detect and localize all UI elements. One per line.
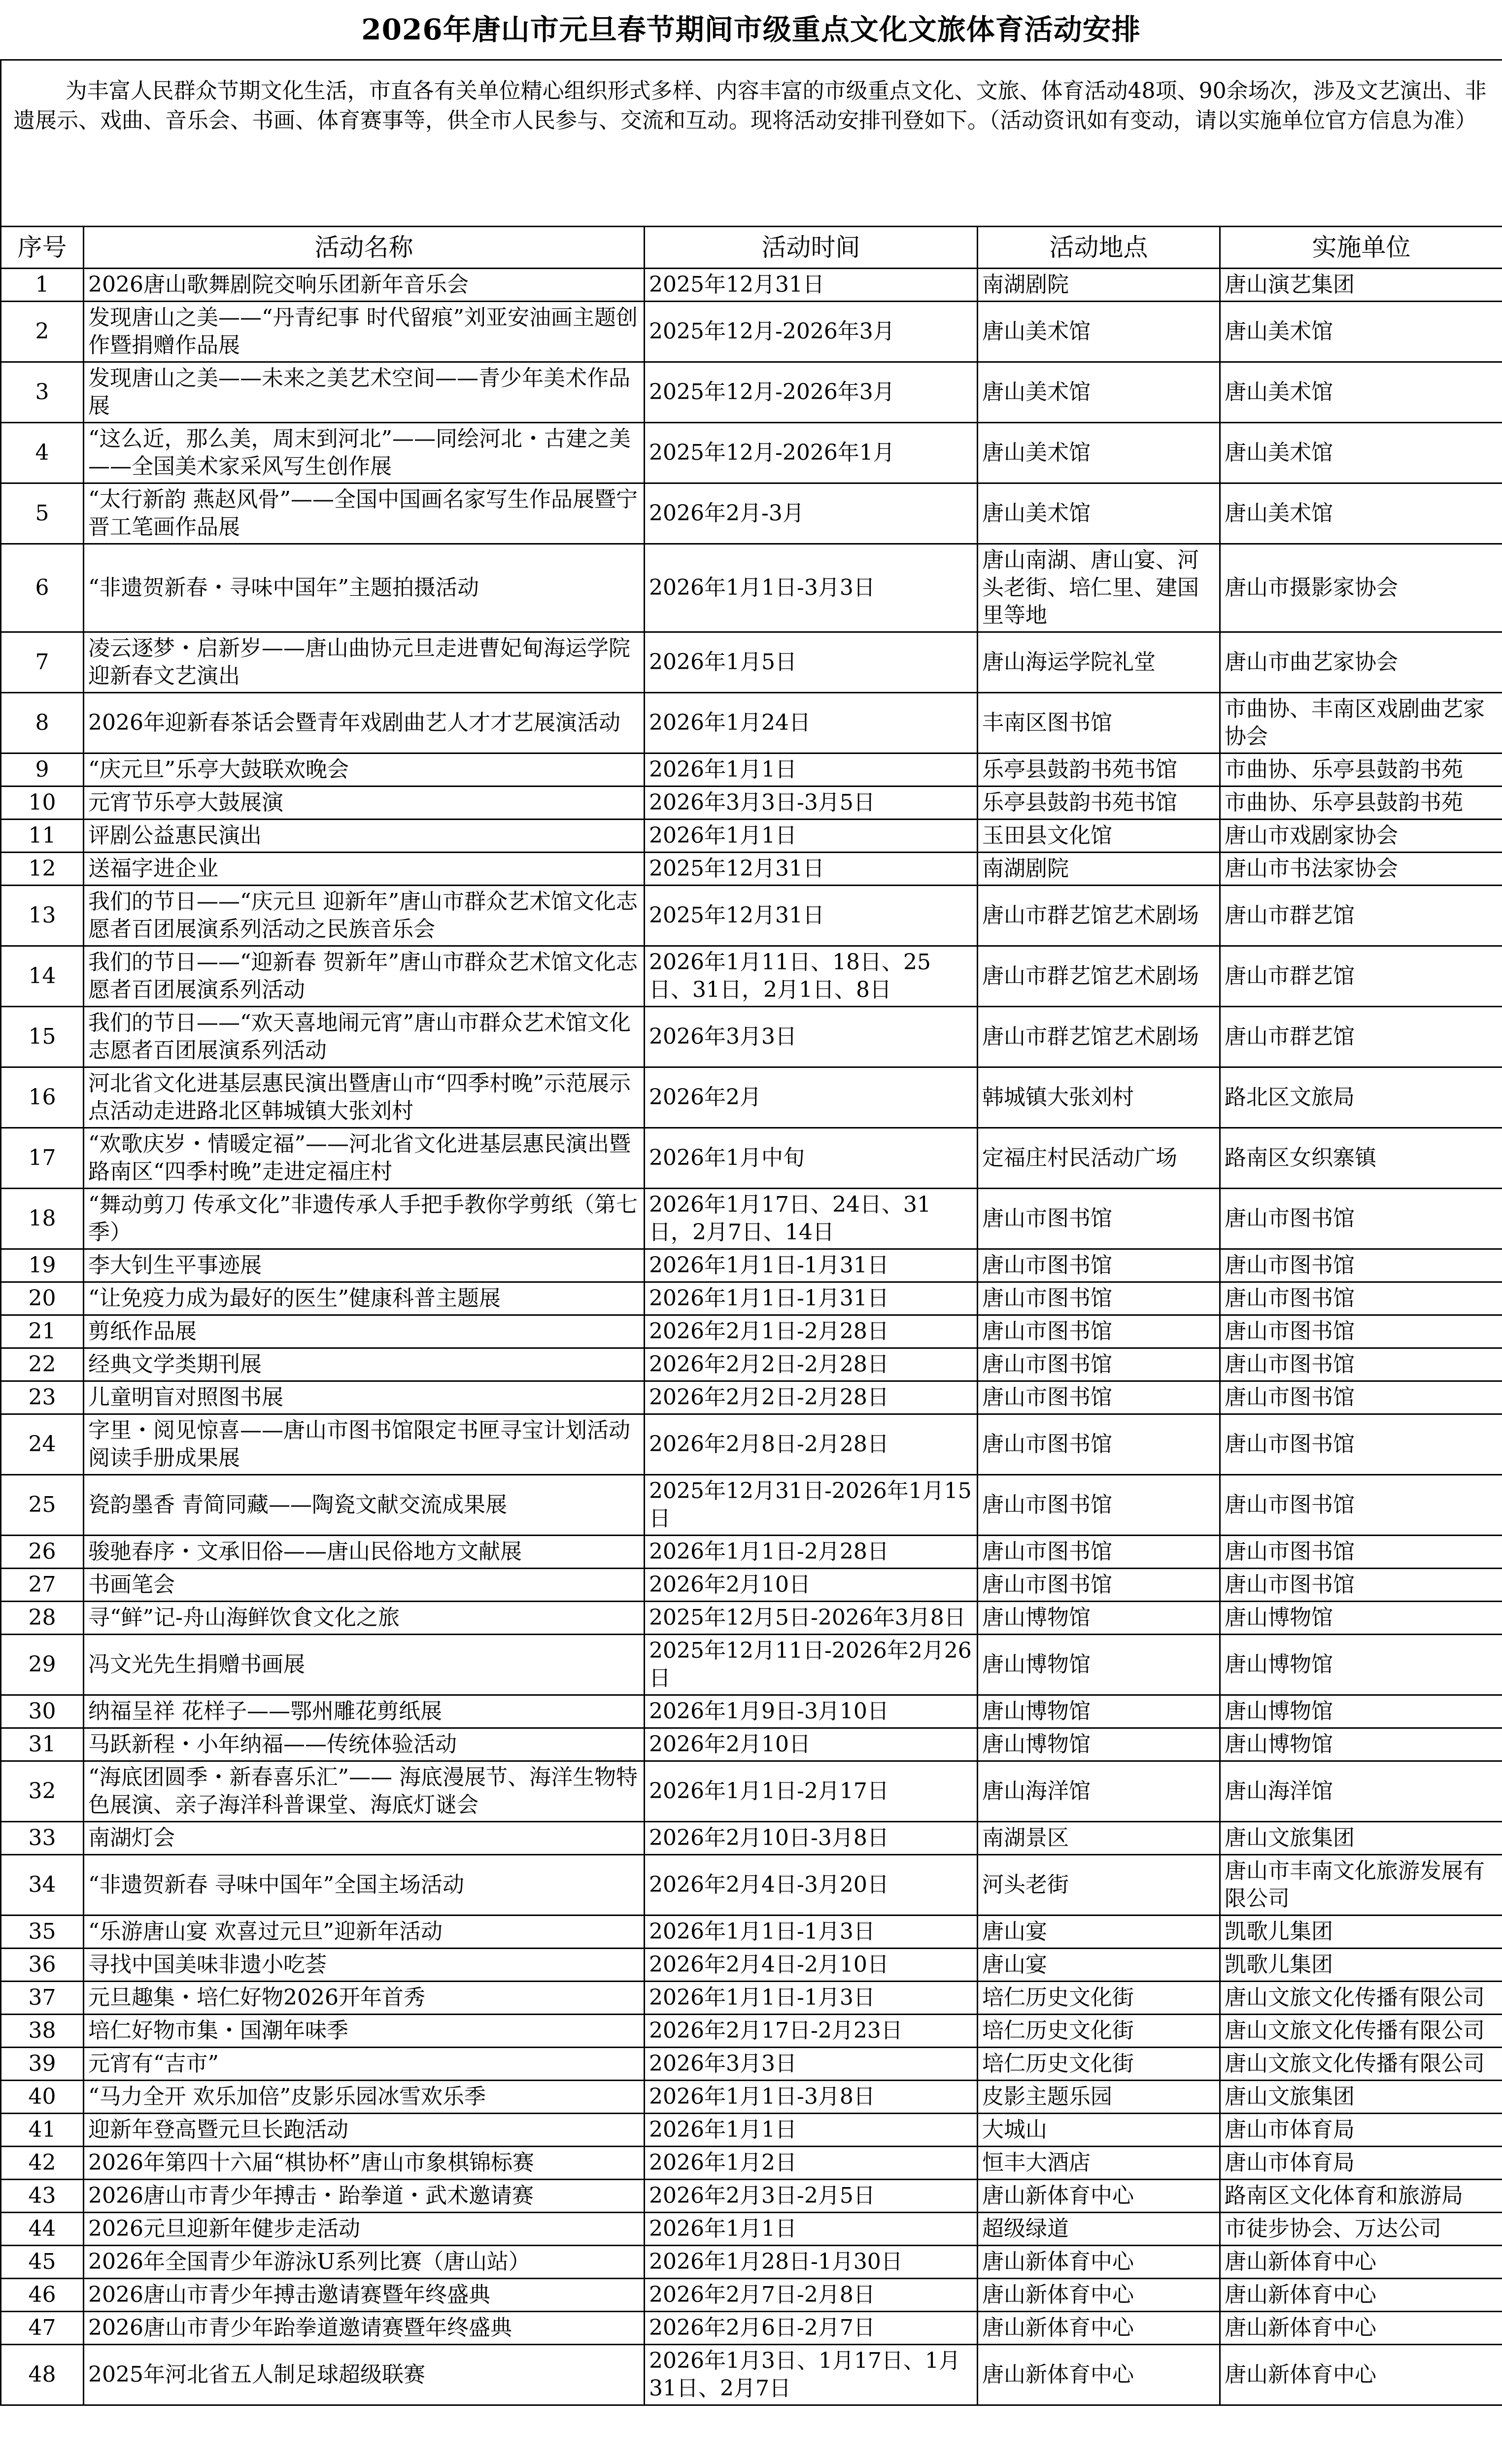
cell-org: 唐山美术馆 bbox=[1220, 362, 1502, 423]
table-row bbox=[1, 1635, 1502, 1695]
cell-name: 2026唐山歌舞剧院交响乐团新年音乐会 bbox=[84, 269, 645, 302]
cell-no: 25 bbox=[1, 1475, 84, 1536]
cell-name: 我们的节日——“庆元旦 迎新年”唐山市群众艺术馆文化志愿者百团展演系列活动之民族音乐会 bbox=[84, 886, 645, 946]
cell-name: 2025年河北省五人制足球超级联赛 bbox=[84, 2345, 645, 2405]
cell-org: 唐山市图书馆 bbox=[1220, 1475, 1502, 1536]
table-row bbox=[1, 1949, 1502, 1982]
cell-place: 恒丰大酒店 bbox=[978, 2147, 1220, 2180]
cell-place: 唐山海运学院礼堂 bbox=[978, 632, 1220, 693]
table-row bbox=[1, 2114, 1502, 2147]
cell-org: 唐山市体育局 bbox=[1220, 2147, 1502, 2180]
cell-place: 河头老街 bbox=[978, 1855, 1220, 1916]
cell-place: 唐山新体育中心 bbox=[978, 2345, 1220, 2405]
cell-name: 我们的节日——“迎新春 贺新年”唐山市群众艺术馆文化志愿者百团展演系列活动 bbox=[84, 946, 645, 1007]
cell-org: 唐山海洋馆 bbox=[1220, 1761, 1502, 1822]
cell-time: 2026年1月2日 bbox=[645, 2147, 978, 2180]
cell-place: 唐山宴 bbox=[978, 1949, 1220, 1982]
cell-place: 唐山市图书馆 bbox=[978, 1315, 1220, 1348]
cell-time: 2026年1月17日、24日、31日，2月7日、14日 bbox=[645, 1189, 978, 1249]
cell-org: 唐山市图书馆 bbox=[1220, 1348, 1502, 1381]
table-row bbox=[1, 632, 1502, 693]
cell-org: 唐山演艺集团 bbox=[1220, 269, 1502, 302]
cell-no: 9 bbox=[1, 753, 84, 787]
cell-time: 2026年1月1日-1月31日 bbox=[645, 1249, 978, 1282]
cell-name: 我们的节日——“欢天喜地闹元宵”唐山市群众艺术馆文化志愿者百团展演系列活动 bbox=[84, 1007, 645, 1067]
cell-place: 唐山美术馆 bbox=[978, 483, 1220, 544]
cell-org: 唐山市图书馆 bbox=[1220, 1381, 1502, 1414]
cell-name: 南湖灯会 bbox=[84, 1822, 645, 1855]
cell-org: 市曲协、乐亭县鼓韵书苑 bbox=[1220, 787, 1502, 820]
table-row bbox=[1, 362, 1502, 423]
cell-no: 28 bbox=[1, 1602, 84, 1635]
cell-no: 47 bbox=[1, 2312, 84, 2345]
cell-name: 2026年全国青少年游泳U系列比赛（唐山站） bbox=[84, 2246, 645, 2279]
cell-place: 唐山市图书馆 bbox=[978, 1189, 1220, 1249]
table-row bbox=[1, 1249, 1502, 1282]
cell-org: 唐山市群艺馆 bbox=[1220, 1007, 1502, 1067]
cell-place: 唐山市图书馆 bbox=[978, 1475, 1220, 1536]
cell-name: 经典文学类期刊展 bbox=[84, 1348, 645, 1381]
cell-org: 路南区文化体育和旅游局 bbox=[1220, 2180, 1502, 2213]
cell-no: 33 bbox=[1, 1822, 84, 1855]
cell-org: 唐山美术馆 bbox=[1220, 483, 1502, 544]
table-row bbox=[1, 2081, 1502, 2114]
cell-org: 唐山市图书馆 bbox=[1220, 1315, 1502, 1348]
document-title: 2026年唐山市元旦春节期间市级重点文化文旅体育活动安排 bbox=[361, 13, 1141, 46]
cell-time: 2026年1月1日-2月17日 bbox=[645, 1761, 978, 1822]
cell-time: 2026年2月17日-2月23日 bbox=[645, 2015, 978, 2048]
cell-time: 2026年1月1日 bbox=[645, 753, 978, 787]
cell-place: 皮影主题乐园 bbox=[978, 2081, 1220, 2114]
table-row bbox=[1, 693, 1502, 753]
cell-no: 20 bbox=[1, 1282, 84, 1315]
table-row bbox=[1, 483, 1502, 544]
cell-place: 唐山美术馆 bbox=[978, 423, 1220, 483]
cell-name: 元宵节乐亭大鼓展演 bbox=[84, 787, 645, 820]
header-place: 活动地点 bbox=[978, 227, 1220, 269]
cell-time: 2026年1月1日-2月28日 bbox=[645, 1536, 978, 1569]
cell-place: 唐山新体育中心 bbox=[978, 2246, 1220, 2279]
cell-time: 2026年2月10日-3月8日 bbox=[645, 1822, 978, 1855]
cell-no: 29 bbox=[1, 1635, 84, 1695]
table-row bbox=[1, 886, 1502, 946]
table-row bbox=[1, 544, 1502, 632]
cell-name: 发现唐山之美——“丹青纪事 时代留痕”刘亚安油画主题创作暨捐赠作品展 bbox=[84, 302, 645, 362]
cell-time: 2026年3月3日-3月5日 bbox=[645, 787, 978, 820]
cell-no: 36 bbox=[1, 1949, 84, 1982]
cell-org: 唐山文旅文化传播有限公司 bbox=[1220, 1982, 1502, 2015]
cell-place: 唐山市群艺馆艺术剧场 bbox=[978, 886, 1220, 946]
table-row bbox=[1, 1067, 1502, 1128]
cell-no: 35 bbox=[1, 1916, 84, 1949]
cell-no: 38 bbox=[1, 2015, 84, 2048]
cell-place: 唐山市图书馆 bbox=[978, 1536, 1220, 1569]
table-row bbox=[1, 946, 1502, 1007]
cell-no: 16 bbox=[1, 1067, 84, 1128]
cell-org: 唐山市戏剧家协会 bbox=[1220, 820, 1502, 853]
cell-time: 2026年3月3日 bbox=[645, 2048, 978, 2081]
cell-time: 2026年2月6日-2月7日 bbox=[645, 2312, 978, 2345]
cell-time: 2025年12月-2026年3月 bbox=[645, 302, 978, 362]
activity-table bbox=[0, 59, 1502, 2406]
cell-name: 寻“鲜”记-舟山海鲜饮食文化之旅 bbox=[84, 1602, 645, 1635]
table-row bbox=[1, 853, 1502, 886]
cell-name: 2026元旦迎新年健步走活动 bbox=[84, 2213, 645, 2246]
cell-no: 30 bbox=[1, 1695, 84, 1728]
cell-name: 2026年第四十六届“棋协杯”唐山市象棋锦标赛 bbox=[84, 2147, 645, 2180]
cell-time: 2026年1月1日-1月31日 bbox=[645, 1282, 978, 1315]
cell-place: 唐山美术馆 bbox=[978, 302, 1220, 362]
cell-time: 2026年1月1日 bbox=[645, 2114, 978, 2147]
cell-time: 2026年2月 bbox=[645, 1067, 978, 1128]
table-row bbox=[1, 1855, 1502, 1916]
cell-name: “非遗贺新春・寻味中国年”主题拍摄活动 bbox=[84, 544, 645, 632]
cell-org: 唐山市群艺馆 bbox=[1220, 886, 1502, 946]
cell-name: “海底团圆季・新春喜乐汇”—— 海底漫展节、海洋生物特色展演、亲子海洋科普课堂、海底灯谜会 bbox=[84, 1761, 645, 1822]
cell-org: 唐山市摄影家协会 bbox=[1220, 544, 1502, 632]
cell-name: 骏驰春序・文承旧俗——唐山民俗地方文献展 bbox=[84, 1536, 645, 1569]
cell-no: 32 bbox=[1, 1761, 84, 1822]
cell-no: 24 bbox=[1, 1414, 84, 1475]
cell-place: 唐山博物馆 bbox=[978, 1635, 1220, 1695]
table-row bbox=[1, 1189, 1502, 1249]
cell-time: 2026年2月4日-3月20日 bbox=[645, 1855, 978, 1916]
table-row bbox=[1, 2180, 1502, 2213]
cell-time: 2025年12月-2026年3月 bbox=[645, 362, 978, 423]
cell-name: 书画笔会 bbox=[84, 1569, 645, 1602]
cell-name: 发现唐山之美——未来之美艺术空间——青少年美术作品展 bbox=[84, 362, 645, 423]
cell-org: 市徒步协会、万达公司 bbox=[1220, 2213, 1502, 2246]
cell-org: 唐山市图书馆 bbox=[1220, 1569, 1502, 1602]
cell-no: 44 bbox=[1, 2213, 84, 2246]
cell-time: 2026年1月11日、18日、25日、31日，2月1日、8日 bbox=[645, 946, 978, 1007]
cell-place: 唐山博物馆 bbox=[978, 1602, 1220, 1635]
cell-place: 南湖剧院 bbox=[978, 853, 1220, 886]
table-row bbox=[1, 753, 1502, 787]
cell-time: 2025年12月5日-2026年3月8日 bbox=[645, 1602, 978, 1635]
cell-no: 14 bbox=[1, 946, 84, 1007]
table-row bbox=[1, 1822, 1502, 1855]
cell-place: 唐山博物馆 bbox=[978, 1695, 1220, 1728]
cell-name: “欢歌庆岁・情暖定福”——河北省文化进基层惠民演出暨路南区“四季村晚”走进定福庄村 bbox=[84, 1128, 645, 1189]
cell-org: 唐山市图书馆 bbox=[1220, 1414, 1502, 1475]
cell-time: 2026年2月3日-2月5日 bbox=[645, 2180, 978, 2213]
cell-place: 大城山 bbox=[978, 2114, 1220, 2147]
header-org: 实施单位 bbox=[1220, 227, 1502, 269]
cell-org: 唐山博物馆 bbox=[1220, 1635, 1502, 1695]
cell-org: 唐山文旅文化传播有限公司 bbox=[1220, 2015, 1502, 2048]
cell-name: “这么近，那么美，周末到河北”——同绘河北・古建之美——全国美术家采风写生创作展 bbox=[84, 423, 645, 483]
table-row bbox=[1, 1315, 1502, 1348]
cell-name: 2026年迎新春茶话会暨青年戏剧曲艺人才才艺展演活动 bbox=[84, 693, 645, 753]
cell-org: 唐山文旅集团 bbox=[1220, 2081, 1502, 2114]
cell-name: 送福字进企业 bbox=[84, 853, 645, 886]
cell-name: 河北省文化进基层惠民演出暨唐山市“四季村晚”示范展示点活动走进路北区韩城镇大张刘村 bbox=[84, 1067, 645, 1128]
cell-place: 唐山市图书馆 bbox=[978, 1348, 1220, 1381]
cell-time: 2026年1月24日 bbox=[645, 693, 978, 753]
table-row bbox=[1, 1602, 1502, 1635]
cell-time: 2026年2月7日-2月8日 bbox=[645, 2279, 978, 2312]
cell-org: 路南区女织寨镇 bbox=[1220, 1128, 1502, 1189]
cell-no: 26 bbox=[1, 1536, 84, 1569]
cell-place: 唐山南湖、唐山宴、河头老街、培仁里、建国里等地 bbox=[978, 544, 1220, 632]
table-row bbox=[1, 2048, 1502, 2081]
cell-time: 2026年2月2日-2月28日 bbox=[645, 1381, 978, 1414]
cell-no: 27 bbox=[1, 1569, 84, 1602]
cell-no: 11 bbox=[1, 820, 84, 853]
table-row bbox=[1, 1916, 1502, 1949]
cell-org: 唐山博物馆 bbox=[1220, 1728, 1502, 1761]
cell-org: 唐山博物馆 bbox=[1220, 1695, 1502, 1728]
cell-time: 2026年2月10日 bbox=[645, 1569, 978, 1602]
table-row bbox=[1, 1536, 1502, 1569]
cell-org: 唐山市书法家协会 bbox=[1220, 853, 1502, 886]
cell-time: 2025年12月31日 bbox=[645, 269, 978, 302]
cell-place: 韩城镇大张刘村 bbox=[978, 1067, 1220, 1128]
cell-time: 2026年2月8日-2月28日 bbox=[645, 1414, 978, 1475]
cell-name: “非遗贺新春 寻味中国年”全国主场活动 bbox=[84, 1855, 645, 1916]
cell-no: 4 bbox=[1, 423, 84, 483]
cell-org: 唐山市丰南文化旅游发展有限公司 bbox=[1220, 1855, 1502, 1916]
table-row bbox=[1, 1282, 1502, 1315]
cell-name: 冯文光先生捐赠书画展 bbox=[84, 1635, 645, 1695]
cell-name: 纳福呈祥 花样子——鄂州雕花剪纸展 bbox=[84, 1695, 645, 1728]
cell-time: 2026年1月1日-3月3日 bbox=[645, 544, 978, 632]
cell-time: 2026年1月1日-1月3日 bbox=[645, 1916, 978, 1949]
cell-time: 2026年1月1日-3月8日 bbox=[645, 2081, 978, 2114]
cell-name: 评剧公益惠民演出 bbox=[84, 820, 645, 853]
cell-no: 3 bbox=[1, 362, 84, 423]
cell-name: “太行新韵 燕赵风骨”——全国中国画名家写生作品展暨宁晋工笔画作品展 bbox=[84, 483, 645, 544]
cell-org: 路北区文旅局 bbox=[1220, 1067, 1502, 1128]
cell-place: 丰南区图书馆 bbox=[978, 693, 1220, 753]
cell-org: 唐山文旅集团 bbox=[1220, 1822, 1502, 1855]
header-row bbox=[1, 227, 1502, 269]
cell-name: 培仁好物市集・国潮年味季 bbox=[84, 2015, 645, 2048]
cell-name: 元旦趣集・培仁好物2026开年首秀 bbox=[84, 1982, 645, 2015]
intro-paragraph: 为丰富人民群众节期文化生活，市直各有关单位精心组织形式多样、内容丰富的市级重点文化、文旅、体育活动48项、90余场次，涉及文艺演出、非遗展示、戏曲、音乐会、书画、体育赛事等，供全市人民参与、交流和互动。现将活动安排刊登如下。（活动资讯如有变动，请以实施单位官方信息为准） bbox=[1, 60, 1502, 227]
cell-time: 2026年2月4日-2月10日 bbox=[645, 1949, 978, 1982]
table-row bbox=[1, 2213, 1502, 2246]
cell-name: “乐游唐山宴 欢喜过元旦”迎新年活动 bbox=[84, 1916, 645, 1949]
cell-no: 7 bbox=[1, 632, 84, 693]
cell-name: 字里・阅见惊喜——唐山市图书馆限定书匣寻宝计划活动阅读手册成果展 bbox=[84, 1414, 645, 1475]
cell-name: 李大钊生平事迹展 bbox=[84, 1249, 645, 1282]
cell-no: 2 bbox=[1, 302, 84, 362]
cell-time: 2026年1月9日-3月10日 bbox=[645, 1695, 978, 1728]
cell-no: 22 bbox=[1, 1348, 84, 1381]
cell-time: 2026年2月10日 bbox=[645, 1728, 978, 1761]
table-row bbox=[1, 1475, 1502, 1536]
cell-name: 寻找中国美味非遗小吃荟 bbox=[84, 1949, 645, 1982]
cell-place: 超级绿道 bbox=[978, 2213, 1220, 2246]
header-no: 序号 bbox=[1, 227, 84, 269]
table-row bbox=[1, 2015, 1502, 2048]
table-row bbox=[1, 787, 1502, 820]
cell-no: 31 bbox=[1, 1728, 84, 1761]
table-row bbox=[1, 1695, 1502, 1728]
cell-no: 43 bbox=[1, 2180, 84, 2213]
cell-org: 市曲协、丰南区戏剧曲艺家协会 bbox=[1220, 693, 1502, 753]
cell-org: 唐山市图书馆 bbox=[1220, 1189, 1502, 1249]
cell-org: 唐山新体育中心 bbox=[1220, 2345, 1502, 2405]
table-row bbox=[1, 423, 1502, 483]
table-row bbox=[1, 2345, 1502, 2405]
cell-no: 45 bbox=[1, 2246, 84, 2279]
cell-time: 2026年2月1日-2月28日 bbox=[645, 1315, 978, 1348]
cell-time: 2026年1月5日 bbox=[645, 632, 978, 693]
table-row bbox=[1, 1348, 1502, 1381]
cell-no: 34 bbox=[1, 1855, 84, 1916]
table-row bbox=[1, 820, 1502, 853]
cell-name: “马力全开 欢乐加倍”皮影乐园冰雪欢乐季 bbox=[84, 2081, 645, 2114]
cell-time: 2026年1月1日 bbox=[645, 2213, 978, 2246]
cell-time: 2025年12月31日 bbox=[645, 853, 978, 886]
cell-no: 21 bbox=[1, 1315, 84, 1348]
table-row bbox=[1, 1761, 1502, 1822]
cell-name: “舞动剪刀 传承文化”非遗传承人手把手教你学剪纸（第七季） bbox=[84, 1189, 645, 1249]
cell-org: 唐山美术馆 bbox=[1220, 423, 1502, 483]
cell-place: 唐山美术馆 bbox=[978, 362, 1220, 423]
table-row bbox=[1, 1128, 1502, 1189]
cell-time: 2026年1月1日 bbox=[645, 820, 978, 853]
cell-org: 唐山文旅文化传播有限公司 bbox=[1220, 2048, 1502, 2081]
cell-place: 唐山宴 bbox=[978, 1916, 1220, 1949]
cell-org: 唐山市图书馆 bbox=[1220, 1536, 1502, 1569]
table-row bbox=[1, 302, 1502, 362]
cell-org: 唐山市图书馆 bbox=[1220, 1249, 1502, 1282]
cell-name: “庆元旦”乐亭大鼓联欢晚会 bbox=[84, 753, 645, 787]
cell-no: 46 bbox=[1, 2279, 84, 2312]
cell-name: 凌云逐梦・启新岁——唐山曲协元旦走进曹妃甸海运学院迎新春文艺演出 bbox=[84, 632, 645, 693]
cell-time: 2026年1月中旬 bbox=[645, 1128, 978, 1189]
cell-place: 玉田县文化馆 bbox=[978, 820, 1220, 853]
cell-no: 13 bbox=[1, 886, 84, 946]
cell-place: 南湖景区 bbox=[978, 1822, 1220, 1855]
cell-time: 2025年12月11日-2026年2月26日 bbox=[645, 1635, 978, 1695]
cell-time: 2026年3月3日 bbox=[645, 1007, 978, 1067]
cell-org: 唐山新体育中心 bbox=[1220, 2246, 1502, 2279]
table-row bbox=[1, 2147, 1502, 2180]
table-row bbox=[1, 1414, 1502, 1475]
cell-place: 唐山新体育中心 bbox=[978, 2312, 1220, 2345]
cell-place: 乐亭县鼓韵书苑书馆 bbox=[978, 787, 1220, 820]
intro-row bbox=[1, 60, 1502, 227]
cell-no: 5 bbox=[1, 483, 84, 544]
cell-time: 2025年12月-2026年1月 bbox=[645, 423, 978, 483]
cell-time: 2025年12月31日-2026年1月15日 bbox=[645, 1475, 978, 1536]
cell-name: “让免疫力成为最好的医生”健康科普主题展 bbox=[84, 1282, 645, 1315]
cell-place: 南湖剧院 bbox=[978, 269, 1220, 302]
cell-no: 40 bbox=[1, 2081, 84, 2114]
cell-name: 2026唐山市青少年搏击・跆拳道・武术邀请赛 bbox=[84, 2180, 645, 2213]
cell-place: 唐山市群艺馆艺术剧场 bbox=[978, 946, 1220, 1007]
cell-time: 2025年12月31日 bbox=[645, 886, 978, 946]
table-row bbox=[1, 2246, 1502, 2279]
cell-name: 儿童明盲对照图书展 bbox=[84, 1381, 645, 1414]
cell-no: 42 bbox=[1, 2147, 84, 2180]
cell-place: 唐山海洋馆 bbox=[978, 1761, 1220, 1822]
cell-no: 19 bbox=[1, 1249, 84, 1282]
cell-place: 唐山市图书馆 bbox=[978, 1569, 1220, 1602]
cell-time: 2026年1月28日-1月30日 bbox=[645, 2246, 978, 2279]
cell-name: 2026唐山市青少年跆拳道邀请赛暨年终盛典 bbox=[84, 2312, 645, 2345]
cell-no: 6 bbox=[1, 544, 84, 632]
cell-place: 唐山市群艺馆艺术剧场 bbox=[978, 1007, 1220, 1067]
header-time: 活动时间 bbox=[645, 227, 978, 269]
cell-no: 10 bbox=[1, 787, 84, 820]
cell-no: 18 bbox=[1, 1189, 84, 1249]
cell-no: 23 bbox=[1, 1381, 84, 1414]
cell-org: 唐山市图书馆 bbox=[1220, 1282, 1502, 1315]
cell-org: 唐山市体育局 bbox=[1220, 2114, 1502, 2147]
cell-org: 唐山美术馆 bbox=[1220, 302, 1502, 362]
cell-place: 培仁历史文化街 bbox=[978, 1982, 1220, 2015]
cell-no: 41 bbox=[1, 2114, 84, 2147]
table-row bbox=[1, 1007, 1502, 1067]
cell-place: 唐山市图书馆 bbox=[978, 1282, 1220, 1315]
cell-place: 定福庄村民活动广场 bbox=[978, 1128, 1220, 1189]
cell-no: 37 bbox=[1, 1982, 84, 2015]
table-row bbox=[1, 269, 1502, 302]
cell-time: 2026年2月2日-2月28日 bbox=[645, 1348, 978, 1381]
cell-org: 凯歌儿集团 bbox=[1220, 1916, 1502, 1949]
cell-place: 唐山新体育中心 bbox=[978, 2279, 1220, 2312]
cell-place: 唐山市图书馆 bbox=[978, 1414, 1220, 1475]
cell-place: 唐山市图书馆 bbox=[978, 1249, 1220, 1282]
cell-name: 元宵有“吉市” bbox=[84, 2048, 645, 2081]
cell-org: 市曲协、乐亭县鼓韵书苑 bbox=[1220, 753, 1502, 787]
cell-no: 48 bbox=[1, 2345, 84, 2405]
cell-time: 2026年2月-3月 bbox=[645, 483, 978, 544]
cell-place: 培仁历史文化街 bbox=[978, 2048, 1220, 2081]
cell-org: 凯歌儿集团 bbox=[1220, 1949, 1502, 1982]
cell-name: 2026唐山市青少年搏击邀请赛暨年终盛典 bbox=[84, 2279, 645, 2312]
table-row bbox=[1, 1381, 1502, 1414]
cell-place: 培仁历史文化街 bbox=[978, 2015, 1220, 2048]
cell-org: 唐山新体育中心 bbox=[1220, 2279, 1502, 2312]
cell-name: 剪纸作品展 bbox=[84, 1315, 645, 1348]
table-row bbox=[1, 1728, 1502, 1761]
table-row bbox=[1, 1982, 1502, 2015]
cell-org: 唐山博物馆 bbox=[1220, 1602, 1502, 1635]
cell-name: 瓷韵墨香 青简同藏——陶瓷文献交流成果展 bbox=[84, 1475, 645, 1536]
cell-no: 1 bbox=[1, 269, 84, 302]
cell-name: 迎新年登高暨元旦长跑活动 bbox=[84, 2114, 645, 2147]
table-row bbox=[1, 1569, 1502, 1602]
cell-place: 唐山市图书馆 bbox=[978, 1381, 1220, 1414]
cell-place: 唐山新体育中心 bbox=[978, 2180, 1220, 2213]
table-row bbox=[1, 2312, 1502, 2345]
header-name: 活动名称 bbox=[84, 227, 645, 269]
cell-no: 39 bbox=[1, 2048, 84, 2081]
cell-org: 唐山市群艺馆 bbox=[1220, 946, 1502, 1007]
table-row bbox=[1, 2279, 1502, 2312]
cell-place: 乐亭县鼓韵书苑书馆 bbox=[978, 753, 1220, 787]
cell-no: 12 bbox=[1, 853, 84, 886]
cell-place: 唐山博物馆 bbox=[978, 1728, 1220, 1761]
cell-no: 15 bbox=[1, 1007, 84, 1067]
cell-org: 唐山市曲艺家协会 bbox=[1220, 632, 1502, 693]
cell-time: 2026年1月1日-1月3日 bbox=[645, 1982, 978, 2015]
cell-name: 马跃新程・小年纳福——传统体验活动 bbox=[84, 1728, 645, 1761]
cell-org: 唐山新体育中心 bbox=[1220, 2312, 1502, 2345]
cell-time: 2026年1月3日、1月17日、1月31日、2月7日 bbox=[645, 2345, 978, 2405]
cell-no: 17 bbox=[1, 1128, 84, 1189]
cell-no: 8 bbox=[1, 693, 84, 753]
